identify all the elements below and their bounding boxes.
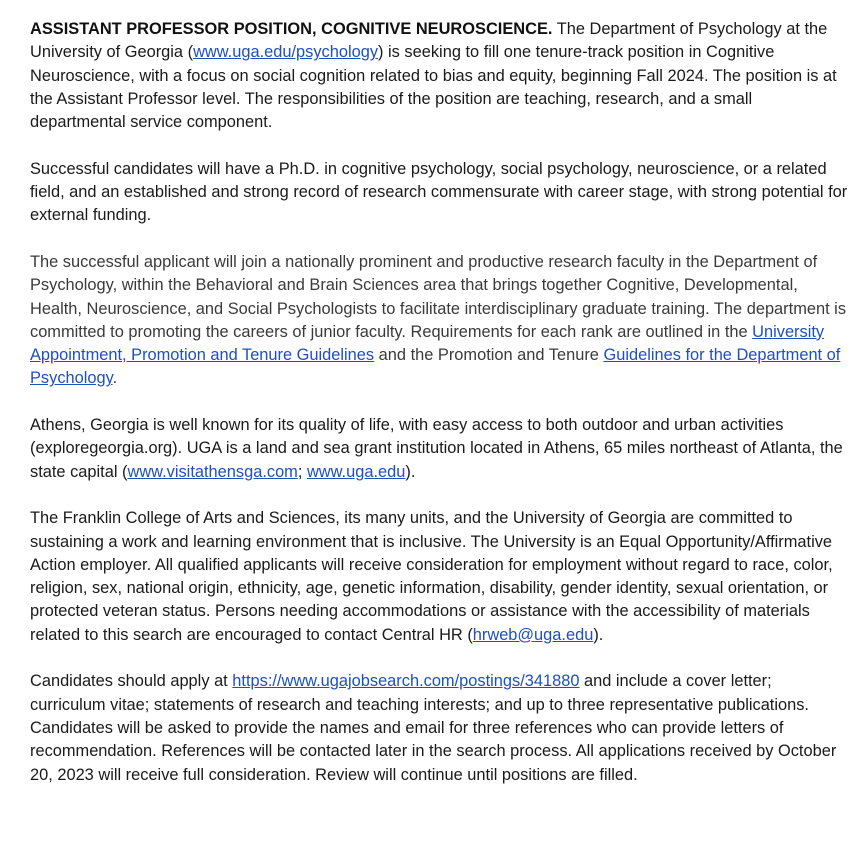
paragraph-athens xyxy=(30,414,848,484)
paragraph-equal-opportunity xyxy=(30,507,848,647)
department-guidelines-link[interactable]: Guidelines for the Department of Psychology xyxy=(30,346,841,388)
paragraph-application xyxy=(30,670,848,786)
department-text-2: and the Promotion and Tenure xyxy=(374,346,604,365)
university-tenure-guidelines-link[interactable]: University Appointment, Promotion and Tenure Guidelines xyxy=(30,322,825,365)
department-text-3: . xyxy=(112,369,118,388)
paragraph-department xyxy=(30,251,848,391)
department-text-1: The successful applicant will join a nationally prominent and productive research faculty in the Department of Psychology, within the Behavioral and Brain Sciences area that brings together Cognitive, Developmental, Health, Neuroscience, and Social Psychologists to facilitate interdisciplinary graduate training. The department is committed to promoting the careers of junior faculty. Requirements for each rank are outlined in the xyxy=(30,252,847,341)
hr-email-link[interactable]: hrweb@uga.edu xyxy=(472,625,594,644)
posting-title: ASSISTANT PROFESSOR POSITION, COGNITIVE NEUROSCIENCE. xyxy=(30,20,553,38)
psychology-dept-link[interactable]: www.uga.edu/psychology xyxy=(193,43,379,62)
eeo-text-1: The Franklin College of Arts and Sciences, its many units, and the University of Georgia are committed to sustaining a work and learning environment that is inclusive. The University is an Equal Opportunity/Affirmative Action employer. All qualified applicants will receive consideration for employment without regard to race, color, religion, sex, national origin, ethnicity, age, genetic information, disability, gender identity, sexual orientation, or protected veteran status. Persons needing accommodations or assistance with the accessibility of materials related to this search are encouraged to contact Central HR ( xyxy=(30,509,833,644)
eeo-text-2: ). xyxy=(593,625,604,644)
job-posting-link[interactable]: https://www.ugajobsearch.com/postings/341880 xyxy=(232,672,580,691)
visit-athens-link[interactable]: www.visitathensga.com xyxy=(127,462,298,481)
apply-text-1: Candidates should apply at xyxy=(30,672,233,691)
uga-website-link[interactable]: www.uga.edu xyxy=(306,462,406,481)
athens-text-3: ). xyxy=(405,462,416,481)
apply-text-2: and include a cover letter; curriculum vitae; statements of research and teaching interests; and up to three representative publications. Candidates will be asked to provide the names and email for three references who can provide letters of recommendation. References will be contacted later in the search process. All applications received by October 20, 2023 will receive full consideration. Review will continue until positions are filled. xyxy=(30,672,837,784)
job-posting-document xyxy=(30,18,848,810)
athens-text-2: ; xyxy=(297,462,307,481)
overview-text-1: The Department of Psychology at the University of Georgia ( xyxy=(30,20,828,62)
qualifications-text: Successful candidates will have a Ph.D. in cognitive psychology, social psychology, neuroscience, or a related field, and an established and strong record of research commensurate with career stage, with strong potential for external funding. xyxy=(30,159,848,225)
paragraph-qualifications xyxy=(30,158,848,228)
athens-text-1: Athens, Georgia is well known for its quality of life, with easy access to both outdoor and urban activities (exploregeorgia.org). UGA is a land and sea grant institution located in Athens, 65 miles northeast of Atlanta, the state capital ( xyxy=(30,416,843,481)
overview-text-2: ) is seeking to fill one tenure-track position in Cognitive Neuroscience, with a focus on social cognition related to bias and equity, beginning Fall 2024. The position is at the Assistant Professor level. The responsibilities of the position are teaching, research, and a small departmental service component. xyxy=(30,43,837,132)
paragraph-position-overview xyxy=(30,18,848,134)
